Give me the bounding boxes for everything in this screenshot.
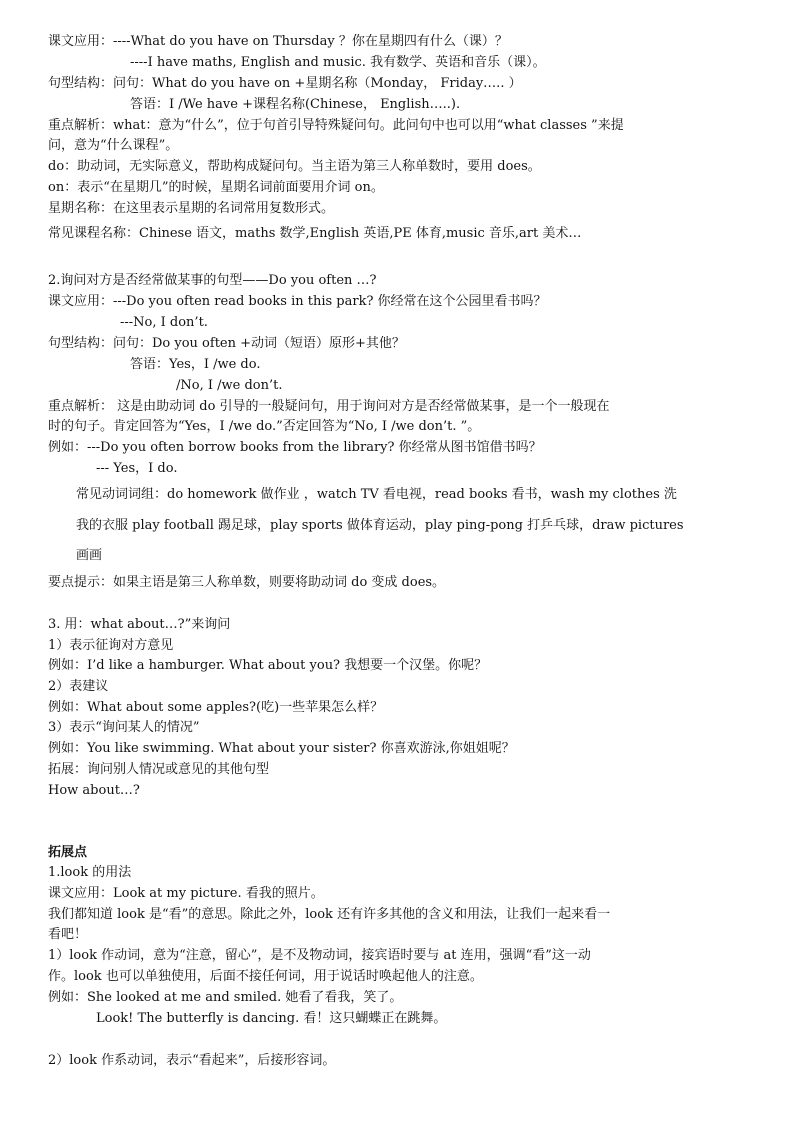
text-line: ----I have maths, English and music. 我有数学、英语和音乐（课）。 — [130, 55, 546, 70]
section-heading: 2.询问对方是否经常做某事的句型——Do you often …? — [48, 273, 377, 288]
text-line: 2）表建议 — [48, 679, 109, 694]
text-line: 课文应用：----What do you have on Thursday ？你在星期四有什么（课）？ — [48, 34, 508, 49]
text-line: 例如：You like swimming. What about your sister? 你喜欢游泳,你姐姐呢？ — [48, 741, 515, 756]
text-line: 句型结构：问句：Do you often +动词（短语）原形+其他？ — [48, 336, 405, 351]
text-line: /No, I /we don’t. — [176, 378, 283, 393]
text-line: 我们都知道 look 是“看”的意思。除此之外，look 还有许多其他的含义和用法，让我们一起来看一 — [48, 907, 611, 922]
text-line: 画画 — [76, 548, 103, 563]
text-line: 重点解析：what：意为“什么”，位于句首引导特殊疑问句。此问句中也可以用“what classes ”来提 — [48, 118, 624, 133]
section-heading: 3. 用：what about…?”来询问 — [48, 617, 231, 632]
text-line: 要点提示：如果主语是第三人称单数，则要将助动词 do 变成 does。 — [48, 575, 446, 590]
text-line: 问，意为“什么课程”。 — [48, 138, 179, 153]
text-line: How about…? — [48, 783, 140, 798]
text-line: 1）look 作动词，意为“注意，留心”，是不及物动词，接宾语时要与 at 连用，强调“看”这一动 — [48, 948, 591, 963]
text-line: 常见动词词组：do homework 做作业 ，watch TV 看电视，read books 看书，wash my clothes 洗 — [76, 487, 677, 502]
text-line: --- Yes，I do. — [96, 461, 178, 476]
text-line: 常见课程名称：Chinese 语文，maths 数学,English 英语,PE 体育,music 音乐,art 美术… — [48, 226, 582, 241]
text-line: do：助动词，无实际意义，帮助构成疑问句。当主语为第三人称单数时，要用 does。 — [48, 159, 541, 174]
text-line: 拓展：询问别人情况或意见的其他句型 — [48, 762, 270, 777]
text-line: Look! The butterfly is dancing. 看！这只蝴蝶正在跳舞。 — [96, 1011, 447, 1026]
text-line: 1.look 的用法 — [48, 865, 132, 880]
text-line: 看吧！ — [48, 927, 88, 942]
text-line: 1）表示征询对方意见 — [48, 638, 174, 653]
text-line: 我的衣服 play football 踢足球，play sports 做体育运动，play ping-pong 打乒乓球，draw pictures — [76, 518, 684, 533]
text-line: ---No, I don’t. — [120, 315, 208, 330]
text-line: 课文应用：---Do you often read books in this park? 你经常在这个公园里看书吗？ — [48, 294, 547, 309]
text-line: 句型结构：问句：What do you have on +星期名称（Monday， Friday….. ） — [48, 76, 522, 91]
text-line: 例如：I’d like a hamburger. What about you? 我想要一个汉堡。你呢？ — [48, 658, 488, 673]
text-line: 时的句子。肯定回答为“Yes，I /we do.”否定回答为“No, I /we don’t. ”。 — [48, 419, 481, 434]
text-line: 课文应用：Look at my picture. 看我的照片。 — [48, 886, 324, 901]
text-line: 3）表示“询问某人的情况” — [48, 720, 200, 735]
text-line: 作。look 也可以单独使用，后面不接任何词，用于说话时唤起他人的注意。 — [48, 969, 483, 984]
text-line: 2）look 作系动词，表示“看起来”，后接形容词。 — [48, 1053, 336, 1068]
text-line: 答语：I /We have +课程名称(Chinese， English…..). — [130, 97, 461, 112]
text-line: 答语：Yes，I /we do. — [130, 357, 261, 372]
text-line: 重点解析： 这是由助动词 do 引导的一般疑问句，用于询问对方是否经常做某事，是一个一般现在 — [48, 399, 610, 414]
text-line: 例如：She looked at me and smiled. 她看了看我，笑了。 — [48, 990, 403, 1005]
text-line: 星期名称：在这里表示星期的名词常用复数形式。 — [48, 201, 335, 216]
text-line: 例如：---Do you often borrow books from the library? 你经常从图书馆借书吗？ — [48, 440, 542, 455]
text-line: 例如：What about some apples?(吃)一些苹果怎么样？ — [48, 700, 384, 715]
section-heading: 拓展点 — [48, 845, 88, 860]
text-line: on：表示“在星期几”的时候，星期名词前面要用介词 on。 — [48, 180, 384, 195]
